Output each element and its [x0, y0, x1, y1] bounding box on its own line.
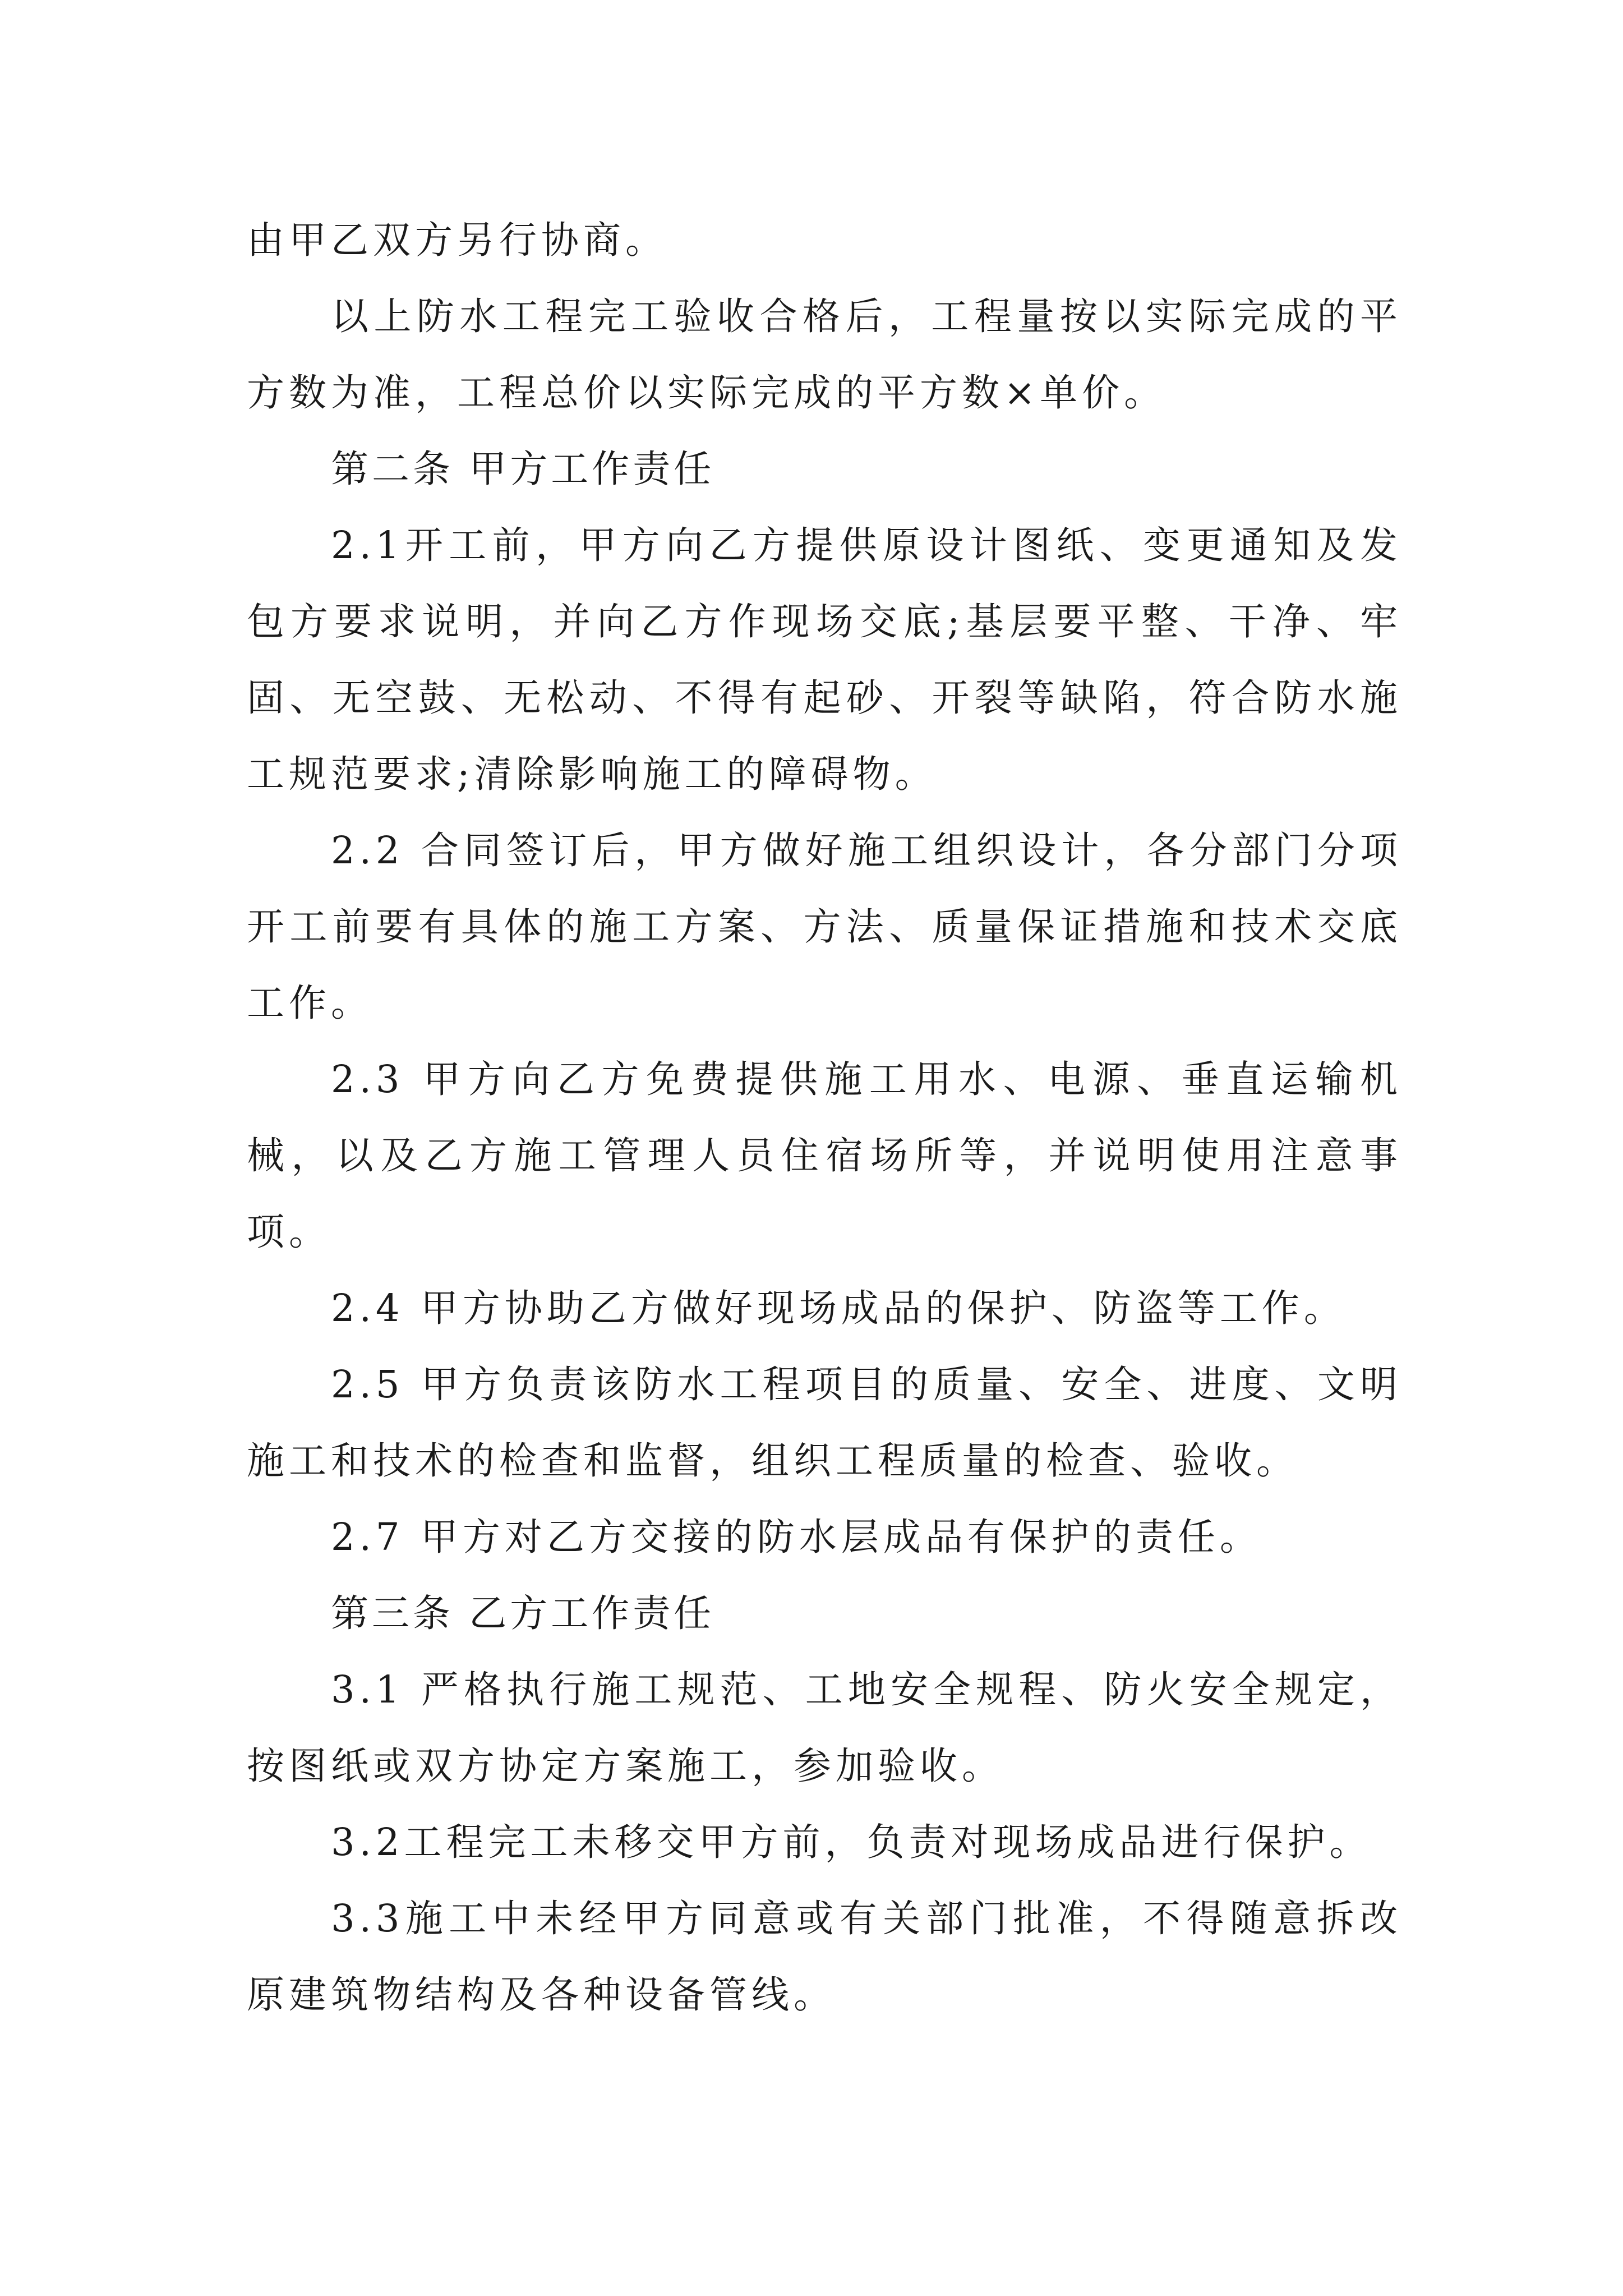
paragraph-continuation: 由甲乙双方另行协商。	[247, 218, 667, 262]
clause-3-1: 3.1 严格执行施工规范、工地安全规程、防火安全规定，按图纸或双方协定方案施工，参加验收。	[247, 1668, 1402, 1788]
clause-3-2: 3.2工程完工未移交甲方前，负责对现场成品进行保护。	[331, 1820, 1372, 1864]
clause-2-4: 2.4 甲方协助乙方做好现场成品的保护、防盗等工作。	[331, 1286, 1346, 1330]
clause-2-1: 2.1开工前，甲方向乙方提供原设计图纸、变更通知及发包方要求说明，并向乙方作现场交底;基层要平整、干净、牢固、无空鼓、无松动、不得有起砂、开裂等缺陷，符合防水施工规范要求;清除影响施工的障碍物。	[247, 523, 1402, 796]
clause-2-7: 2.7 甲方对乙方交接的防水层成品有保护的责任。	[331, 1515, 1262, 1559]
document-body	[247, 202, 1402, 2033]
section-heading-party-a: 第二条 甲方工作责任	[331, 447, 715, 491]
clause-2-3: 2.3 甲方向乙方免费提供施工用水、电源、垂直运输机械，以及乙方施工管理人员住宿场所等，并说明使用注意事项。	[247, 1057, 1402, 1254]
clause-2-5: 2.5 甲方负责该防水工程项目的质量、安全、进度、文明施工和技术的检查和监督，组织工程质量的检查、验收。	[247, 1363, 1402, 1483]
paragraph-quantity-pricing: 以上防水工程完工验收合格后，工程量按以实际完成的平方数为准，工程总价以实际完成的平方数×单价。	[247, 295, 1402, 415]
clause-2-2: 2.2 合同签订后，甲方做好施工组织设计，各分部门分项开工前要有具体的施工方案、方法、质量保证措施和技术交底工作。	[247, 829, 1402, 1025]
clause-3-3: 3.3施工中未经甲方同意或有关部门批准，不得随意拆改原建筑物结构及各种设备管线。	[247, 1897, 1402, 2017]
section-heading-party-b: 第三条 乙方工作责任	[331, 1591, 715, 1635]
